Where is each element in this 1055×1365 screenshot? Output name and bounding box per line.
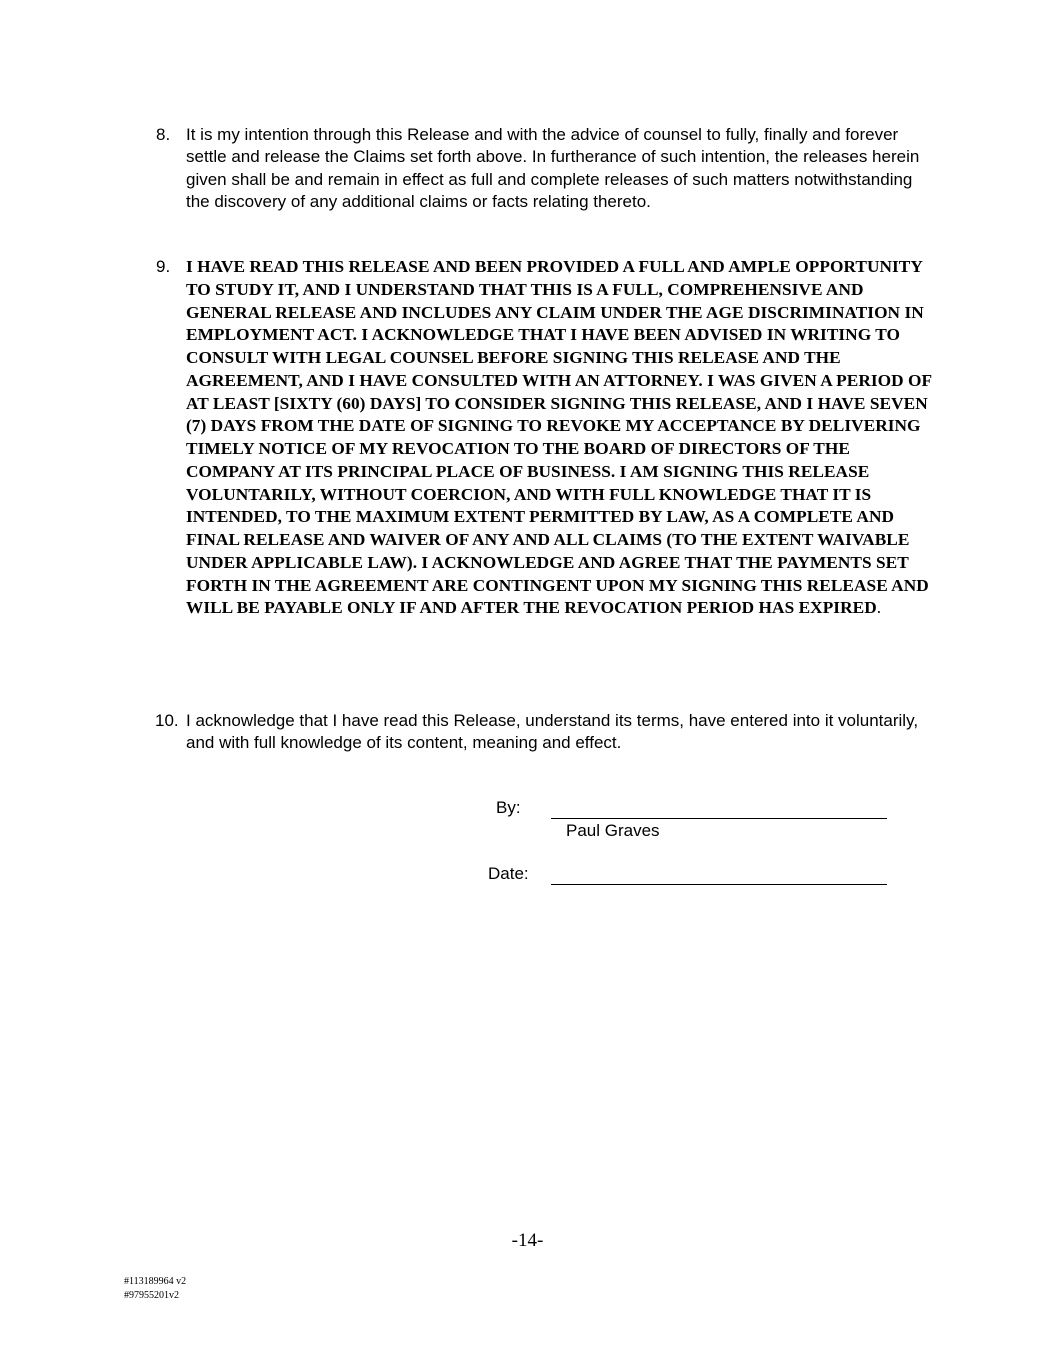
signer-name: Paul Graves: [566, 821, 660, 840]
clause-text-bold: I HAVE READ THIS RELEASE AND BEEN PROVIDED A FULL AND AMPLE OPPORTUNITY TO STUDY IT, AND I UNDERSTAND THAT THIS IS A FULL, COMPREHENSIVE AND GENERAL RELEASE AND INCLUDES ANY CLAIM UNDER THE AGE DISCRIMINATION IN EMPLOYMENT ACT. I ACKNOWLEDGE THAT I HAVE BEEN ADVISED IN WRITING TO CONSULT WITH LEGAL COUNSEL BEFORE SIGNING THIS RELEASE AND THE AGREEMENT, AND I HAVE CONSULTED WITH AN ATTORNEY. I WAS GIVEN A PERIOD OF AT LEAST [SIXTY (60) DAYS] TO CONSIDER SIGNING THIS RELEASE, AND I HAVE SEVEN (7) DAYS FROM THE DATE OF SIGNING TO REVOKE MY ACCEPTANCE BY DELIVERING TIMELY NOTICE OF MY REVOCATION TO THE BOARD OF DIRECTORS OF THE COMPANY AT ITS PRINCIPAL PLACE OF BUSINESS. I AM SIGNING THIS RELEASE VOLUNTARILY, WITHOUT COERCION, AND WITH FULL KNOWLEDGE THAT IT IS INTENDED, TO THE MAXIMUM EXTENT PERMITTED BY LAW, AS A COMPLETE AND FINAL RELEASE AND WAIVER OF ANY AND ALL CLAIMS (TO THE EXTENT WAIVABLE UNDER APPLICABLE LAW). I ACKNOWLEDGE AND AGREE THAT THE PAYMENTS SET FORTH IN THE AGREEMENT ARE CONTINGENT UPON MY SIGNING THIS RELEASE AND WILL BE PAYABLE ONLY IF AND AFTER THE REVOCATION PERIOD HAS EXPIRED: [186, 257, 932, 618]
clause-number: 10.: [155, 711, 179, 730]
clause-number: 9.: [156, 257, 171, 276]
clause-9: [156, 256, 936, 620]
clause-text: It is my intention through this Release and with the advice of counsel to fully, finally and forever settle and release the Claims set forth above. In furtherance of such intention, the releases herein given shall be and remain in effect as full and complete releases of such matters notwithstanding the discovery of any additional claims or facts relating thereto.: [186, 125, 920, 211]
clause-number: 8.: [156, 125, 171, 144]
date-label: Date:: [488, 864, 529, 883]
clause-text: I acknowledge that I have read this Release, understand its terms, have entered into it voluntarily, and with full knowledge of its content, meaning and effect.: [186, 711, 919, 753]
document-id: #97955201v2: [124, 1290, 179, 1301]
clause-10: [156, 710, 936, 755]
signature-line: [551, 818, 887, 819]
date-line: [551, 884, 887, 885]
clause-text: [186, 256, 936, 620]
page-number: -14-: [511, 1230, 544, 1251]
by-label: By:: [496, 798, 521, 817]
clause-text-period: .: [876, 598, 882, 618]
document-id: #113189964 v2: [124, 1276, 187, 1287]
clause-8: [156, 124, 936, 213]
